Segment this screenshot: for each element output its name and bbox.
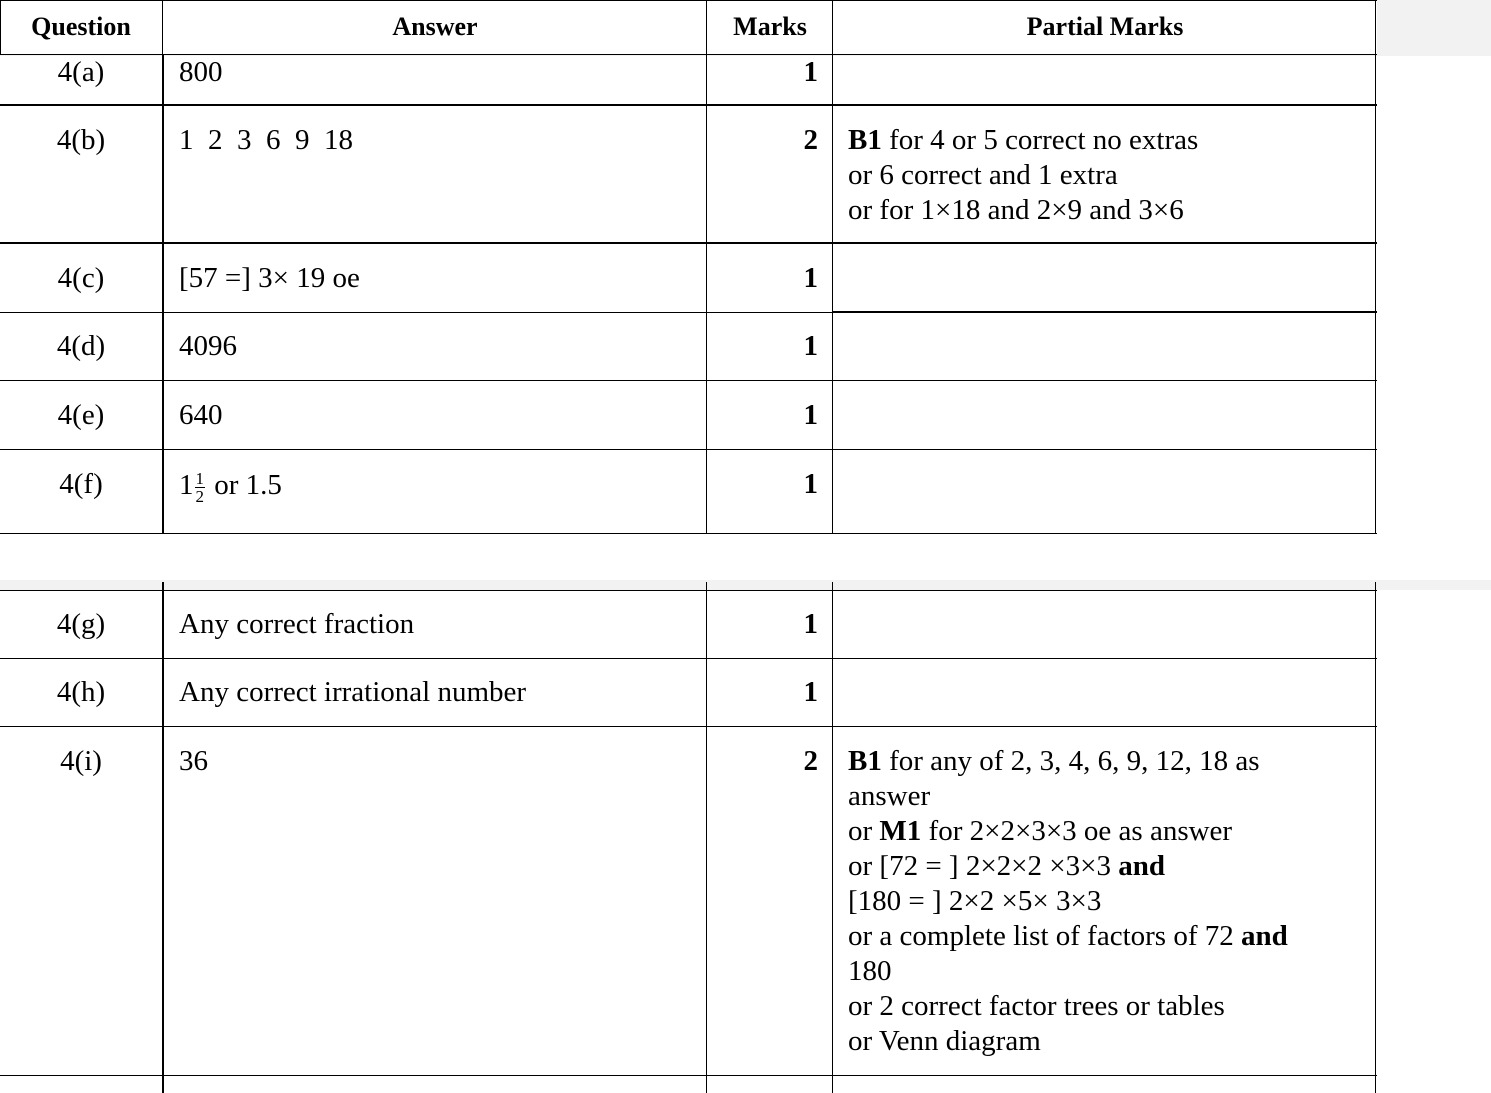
- partial-marks-line: [848, 989, 1348, 1024]
- answer-cell: 800: [179, 56, 223, 88]
- partial-marks-line: [848, 158, 1348, 193]
- question-cell: 4(i): [60, 745, 102, 777]
- answer-cell: Any correct fraction: [179, 608, 415, 640]
- partial-marks-text: or 2 correct factor trees or tables: [848, 990, 1225, 1022]
- answer-cell: [179, 468, 282, 505]
- answer-whole: 1: [179, 469, 194, 501]
- partial-marks-code: and: [1118, 850, 1166, 882]
- partial-marks-text: or Venn diagram: [848, 1025, 1041, 1057]
- partial-marks-line: [848, 849, 1348, 884]
- partial-marks-text: or [72 = ] 2×2×2 ×3×3: [848, 850, 1119, 882]
- partial-marks-text: [180 = ] 2×2 ×5× 3×3: [848, 885, 1102, 917]
- partial-marks-text: answer: [848, 780, 931, 812]
- marks-cell: 1: [803, 330, 818, 362]
- partial-marks-line: [848, 884, 1348, 919]
- header-partial-marks: Partial Marks: [1026, 12, 1184, 41]
- partial-marks-text: for 4 or 5 correct no extras: [881, 124, 1199, 156]
- partial-marks-text: or a complete list of factors of 72: [848, 920, 1241, 952]
- partial-marks-line: [848, 919, 1348, 954]
- partial-marks-cell: [848, 123, 1348, 228]
- marks-cell: 1: [803, 262, 818, 294]
- partial-marks-line: [848, 1024, 1348, 1059]
- partial-marks-line: [848, 954, 1348, 989]
- partial-marks-text: or: [848, 815, 880, 847]
- partial-marks-line: [848, 814, 1348, 849]
- marks-cell: 2: [803, 745, 818, 777]
- partial-marks-code: M1: [879, 815, 922, 847]
- fraction-denominator: 2: [195, 486, 204, 506]
- marks-cell: 2: [803, 124, 818, 156]
- question-cell: 4(b): [56, 124, 106, 156]
- partial-marks-cell: [848, 744, 1348, 1059]
- marks-cell: 1: [803, 56, 818, 88]
- header-marks: Marks: [733, 12, 807, 41]
- partial-marks-text: for 2×2×3×3 oe as answer: [921, 815, 1233, 847]
- answer-cell: 4096: [179, 330, 237, 362]
- question-cell: 4(a): [57, 56, 105, 88]
- partial-marks-text: for any of 2, 3, 4, 6, 9, 12, 18 as: [881, 745, 1260, 777]
- marks-cell: 1: [803, 608, 818, 640]
- question-cell: 4(f): [59, 468, 103, 500]
- partial-marks-text: or 6 correct and 1 extra: [848, 159, 1118, 191]
- marks-cell: 1: [803, 676, 818, 708]
- partial-marks-line: [848, 193, 1348, 228]
- partial-marks-text: or for 1×18 and 2×9 and 3×6: [848, 194, 1184, 226]
- partial-marks-line: [848, 123, 1348, 158]
- question-cell: 4(h): [56, 676, 106, 708]
- question-cell: 4(g): [56, 608, 106, 640]
- header-answer: Answer: [392, 12, 478, 41]
- fraction-numerator: 1: [195, 468, 204, 488]
- partial-marks-text: 180: [848, 955, 892, 987]
- answer-cell: 36: [179, 745, 208, 777]
- page-break-band: [0, 580, 1491, 590]
- partial-marks-code: B1: [848, 124, 882, 156]
- header-question: Question: [31, 12, 131, 41]
- question-cell: 4(c): [57, 262, 105, 294]
- fraction: [195, 470, 206, 505]
- marks-cell: 1: [803, 468, 818, 500]
- partial-marks-code: B1: [848, 745, 882, 777]
- answer-rest: or 1.5: [207, 469, 282, 501]
- answer-cell: [57 =] 3× 19 oe: [179, 262, 360, 294]
- question-cell: 4(d): [56, 330, 106, 362]
- partial-marks-line: [848, 779, 1348, 814]
- answer-cell: 640: [179, 399, 223, 431]
- answer-cell: Any correct irrational number: [179, 676, 527, 708]
- partial-marks-code: and: [1241, 920, 1288, 952]
- marks-cell: 1: [803, 399, 818, 431]
- question-cell: 4(e): [57, 399, 105, 431]
- partial-marks-line: [848, 744, 1348, 779]
- answer-cell: 1 2 3 6 9 18: [179, 124, 353, 156]
